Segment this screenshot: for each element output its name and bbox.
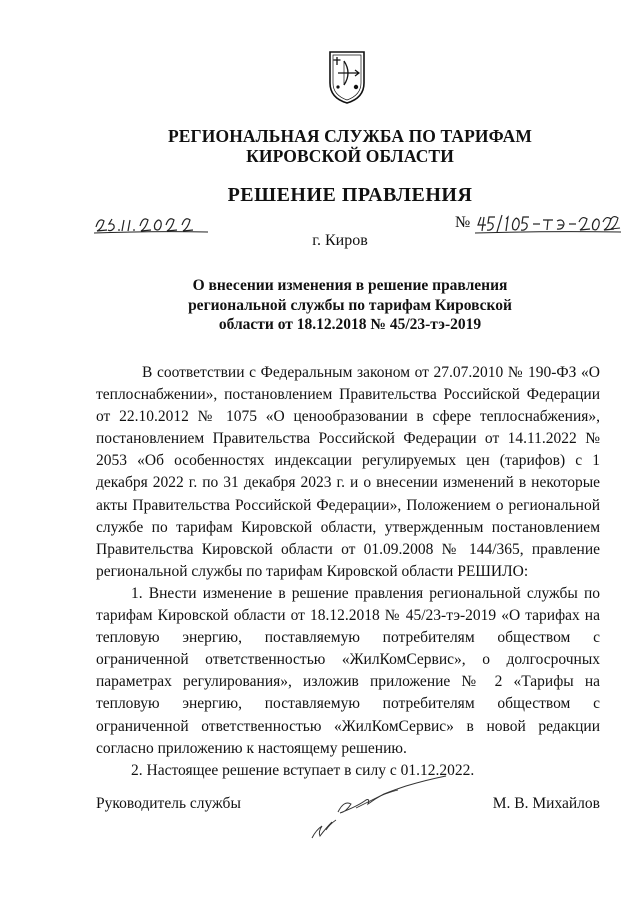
item-1: 1. Внести изменение в решение правления региональной службы по тарифам Кировской области от 18.12.2018 № 45/23-тэ-2019 «О тарифах на тепловую энергию, поставляемую потребителям обществом с ограниченной ответственностью «ЖилКомСервис», о долгосрочных параметрах регулирования», изложив приложение № 2 «Тарифы на тепловую энергию, поставляемую потребителям обществом с ограниченной ответственностью «ЖилКомСервис» в новой редакции согласно приложению к настоящему решению. [96,584,600,757]
handwritten-signature [306,770,456,840]
agency-name-line2: КИРОВСКОЙ ОБЛАСТИ [246,146,454,166]
number-sign: № [455,214,471,231]
subject-line2: региональной службы по тарифам Кировской [188,296,512,314]
subject-line3: области от 18.12.2018 № 45/23-тэ-2019 [218,316,482,333]
agency-name-line1: РЕГИОНАЛЬНАЯ СЛУЖБА ПО ТАРИФАМ [167,126,532,146]
signatory-role: Руководитель службы [96,795,241,812]
intro-paragraph: В соответствии с Федеральным законом от 27.07.2010 № 190-ФЗ «О теплоснабжении», постановлением Правительства Российской Федерации от 22.10.2012 № 1075 «О ценообразовании в сфере теплоснабжения», постановлением Правительства Российской Федерации от 14.11.2022 № 2053 «Об особенностях индексации регулируемых цен (тарифов) с 1 декабря 2022 г. по 31 декабря 2023 г. и о внесении изменений в некоторые акты Правительства Российской Федерации», Положением о региональной службе по тарифам Кировской области, утвержденным постановлением Правительства Кировской области от 01.09.2008 № 144/365, правление региональной службы по тарифам Кировской области РЕШИЛО: [96,364,600,580]
city: г. Киров [312,232,368,249]
signatory-name: М. В. Михайлов [492,795,600,812]
handwritten-number [475,212,621,234]
item-2: 2. Настоящее решение вступает в силу с 01.12.2022. [131,761,475,779]
handwritten-date [92,212,212,234]
document-title: РЕШЕНИЕ ПРАВЛЕНИЯ [227,184,473,206]
document-body [96,362,600,782]
subject [0,276,640,335]
coat-of-arms-icon [327,49,367,105]
subject-line1: О внесении изменения в решение правления [192,277,508,294]
